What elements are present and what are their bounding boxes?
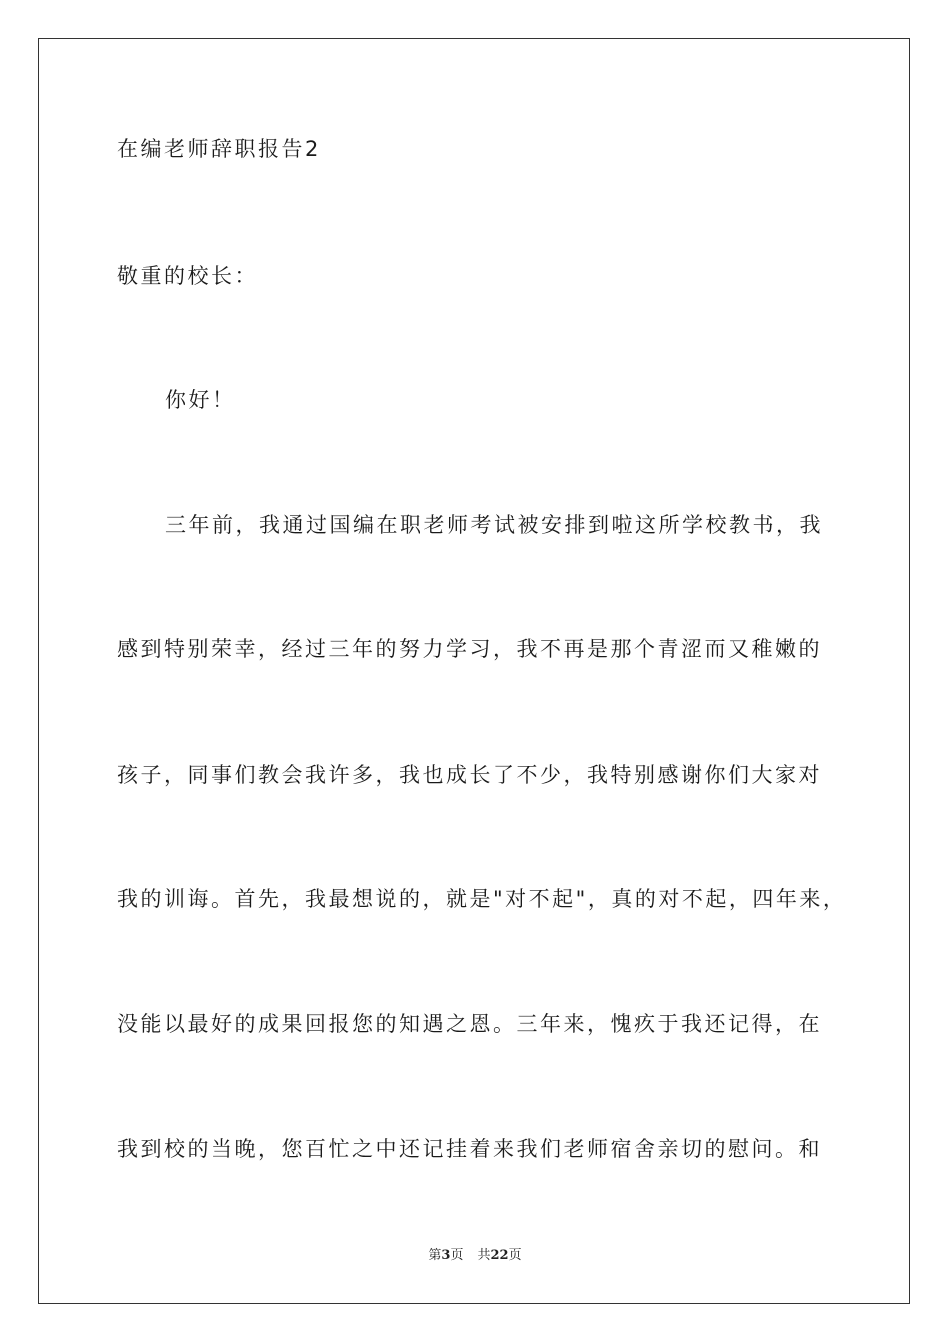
salutation: 敬重的校长： — [117, 264, 258, 288]
total-prefix: 共 — [477, 1248, 491, 1263]
total-suffix: 页 — [508, 1248, 522, 1263]
greeting: 你好！ — [165, 388, 236, 412]
body-line-2: 感到特别荣幸，经过三年的努力学习，我不再是那个青涩而又稚嫩的 — [117, 637, 822, 661]
body-line-6: 我到校的当晚，您百忙之中还记挂着来我们老师宿舍亲切的慰问。和 — [117, 1137, 822, 1161]
page-prefix: 第 — [428, 1248, 442, 1263]
total-pages: 22 — [490, 1248, 509, 1263]
body-line-4: 我的训诲。首先，我最想说的，就是"对不起"，真的对不起，四年来， — [117, 887, 847, 911]
page-suffix: 页 — [450, 1248, 464, 1263]
document-title: 在编老师辞职报告2 — [117, 137, 321, 161]
page-number: 3 — [441, 1248, 451, 1263]
body-line-5: 没能以最好的成果回报您的知遇之恩。三年来，愧疚于我还记得，在 — [117, 1012, 822, 1036]
page-footer — [0, 1247, 950, 1265]
body-line-3: 孩子，同事们教会我许多，我也成长了不少，我特别感谢你们大家对 — [117, 763, 822, 787]
page-border — [38, 38, 910, 1304]
body-line-1: 三年前，我通过国编在职老师考试被安排到啦这所学校教书，我 — [165, 513, 823, 537]
